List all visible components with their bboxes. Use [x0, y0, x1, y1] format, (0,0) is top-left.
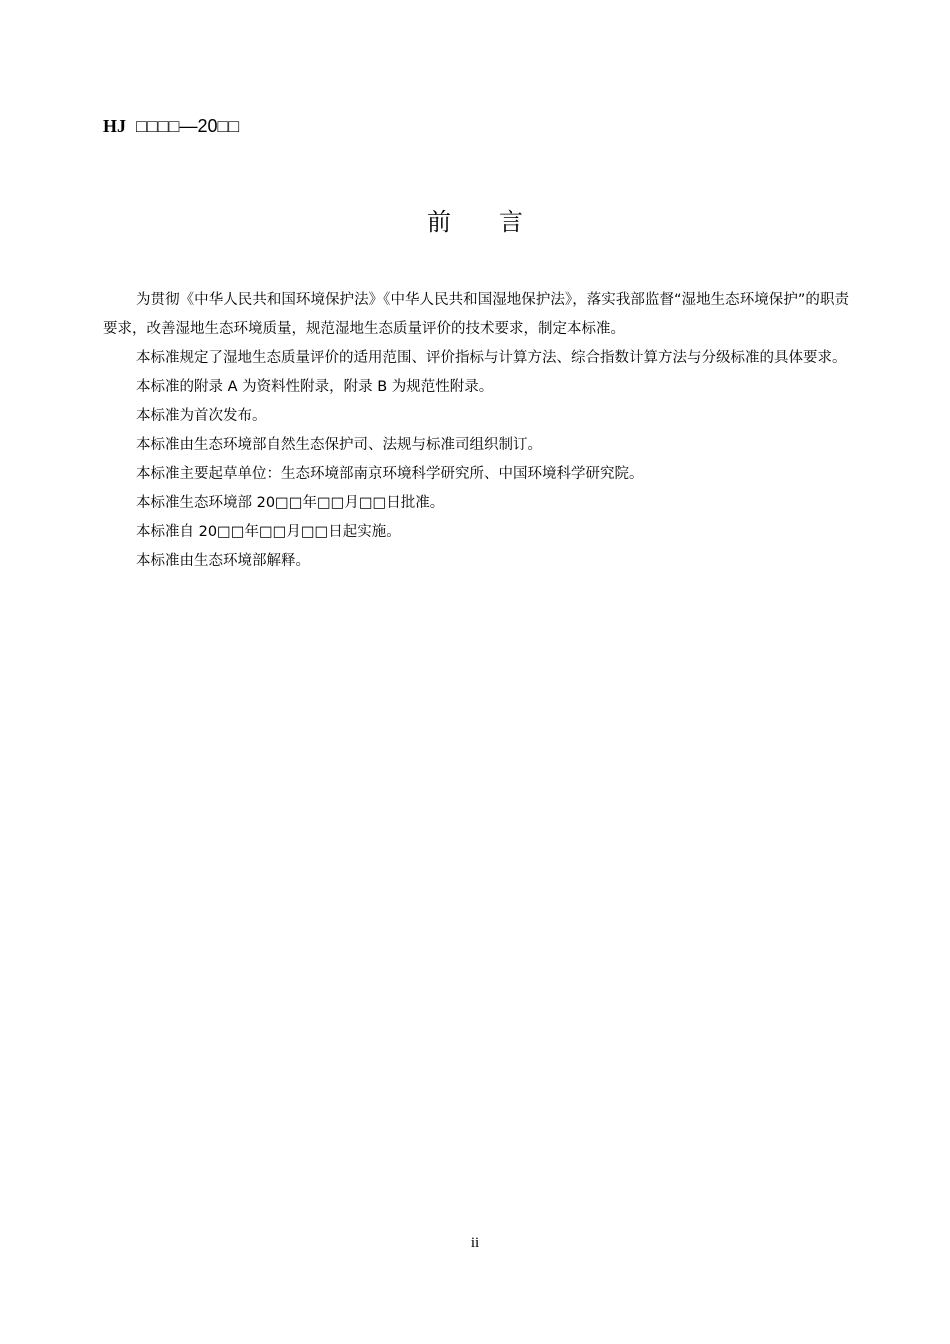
standard-prefix: HJ: [103, 116, 127, 136]
foreword-body: [103, 286, 849, 576]
paragraph-appendix: 本标准的附录 A 为资料性附录，附录 B 为规范性附录。: [136, 379, 494, 395]
paragraph-approval-date: 本标准生态环境部 20□□年□□月□□日批准。: [136, 495, 445, 511]
paragraph-purpose: 为贯彻《中华人民共和国环境保护法》《中华人民共和国湿地保护法》，落实我部监督“湿地生态环境保护”的职责要求，改善湿地生态环境质量，规范湿地生态质量评价的技术要求，制定本标准。: [103, 292, 849, 337]
standard-number: □□□□—20□□: [136, 116, 240, 136]
page-number: ii: [470, 1235, 480, 1251]
paragraph-effective-date: 本标准自 20□□年□□月□□日起实施。: [136, 524, 401, 540]
title-char-1: 前: [427, 208, 451, 236]
standard-code-header: [103, 114, 239, 138]
page-title: [0, 204, 950, 240]
paragraph-interpretation: 本标准由生态环境部解释。: [136, 553, 310, 569]
paragraph-scope: 本标准规定了湿地生态质量评价的适用范围、评价指标与计算方法、综合指数计算方法与分级标准的具体要求。: [136, 350, 847, 366]
paragraph-first-release: 本标准为首次发布。: [136, 408, 267, 424]
paragraph-organizer: 本标准由生态环境部自然生态保护司、法规与标准司组织制订。: [136, 437, 542, 453]
paragraph-drafting-units: 本标准主要起草单位：生态环境部南京环境科学研究所、中国环境科学研究院。: [136, 466, 644, 482]
title-char-2: 言: [499, 208, 523, 236]
